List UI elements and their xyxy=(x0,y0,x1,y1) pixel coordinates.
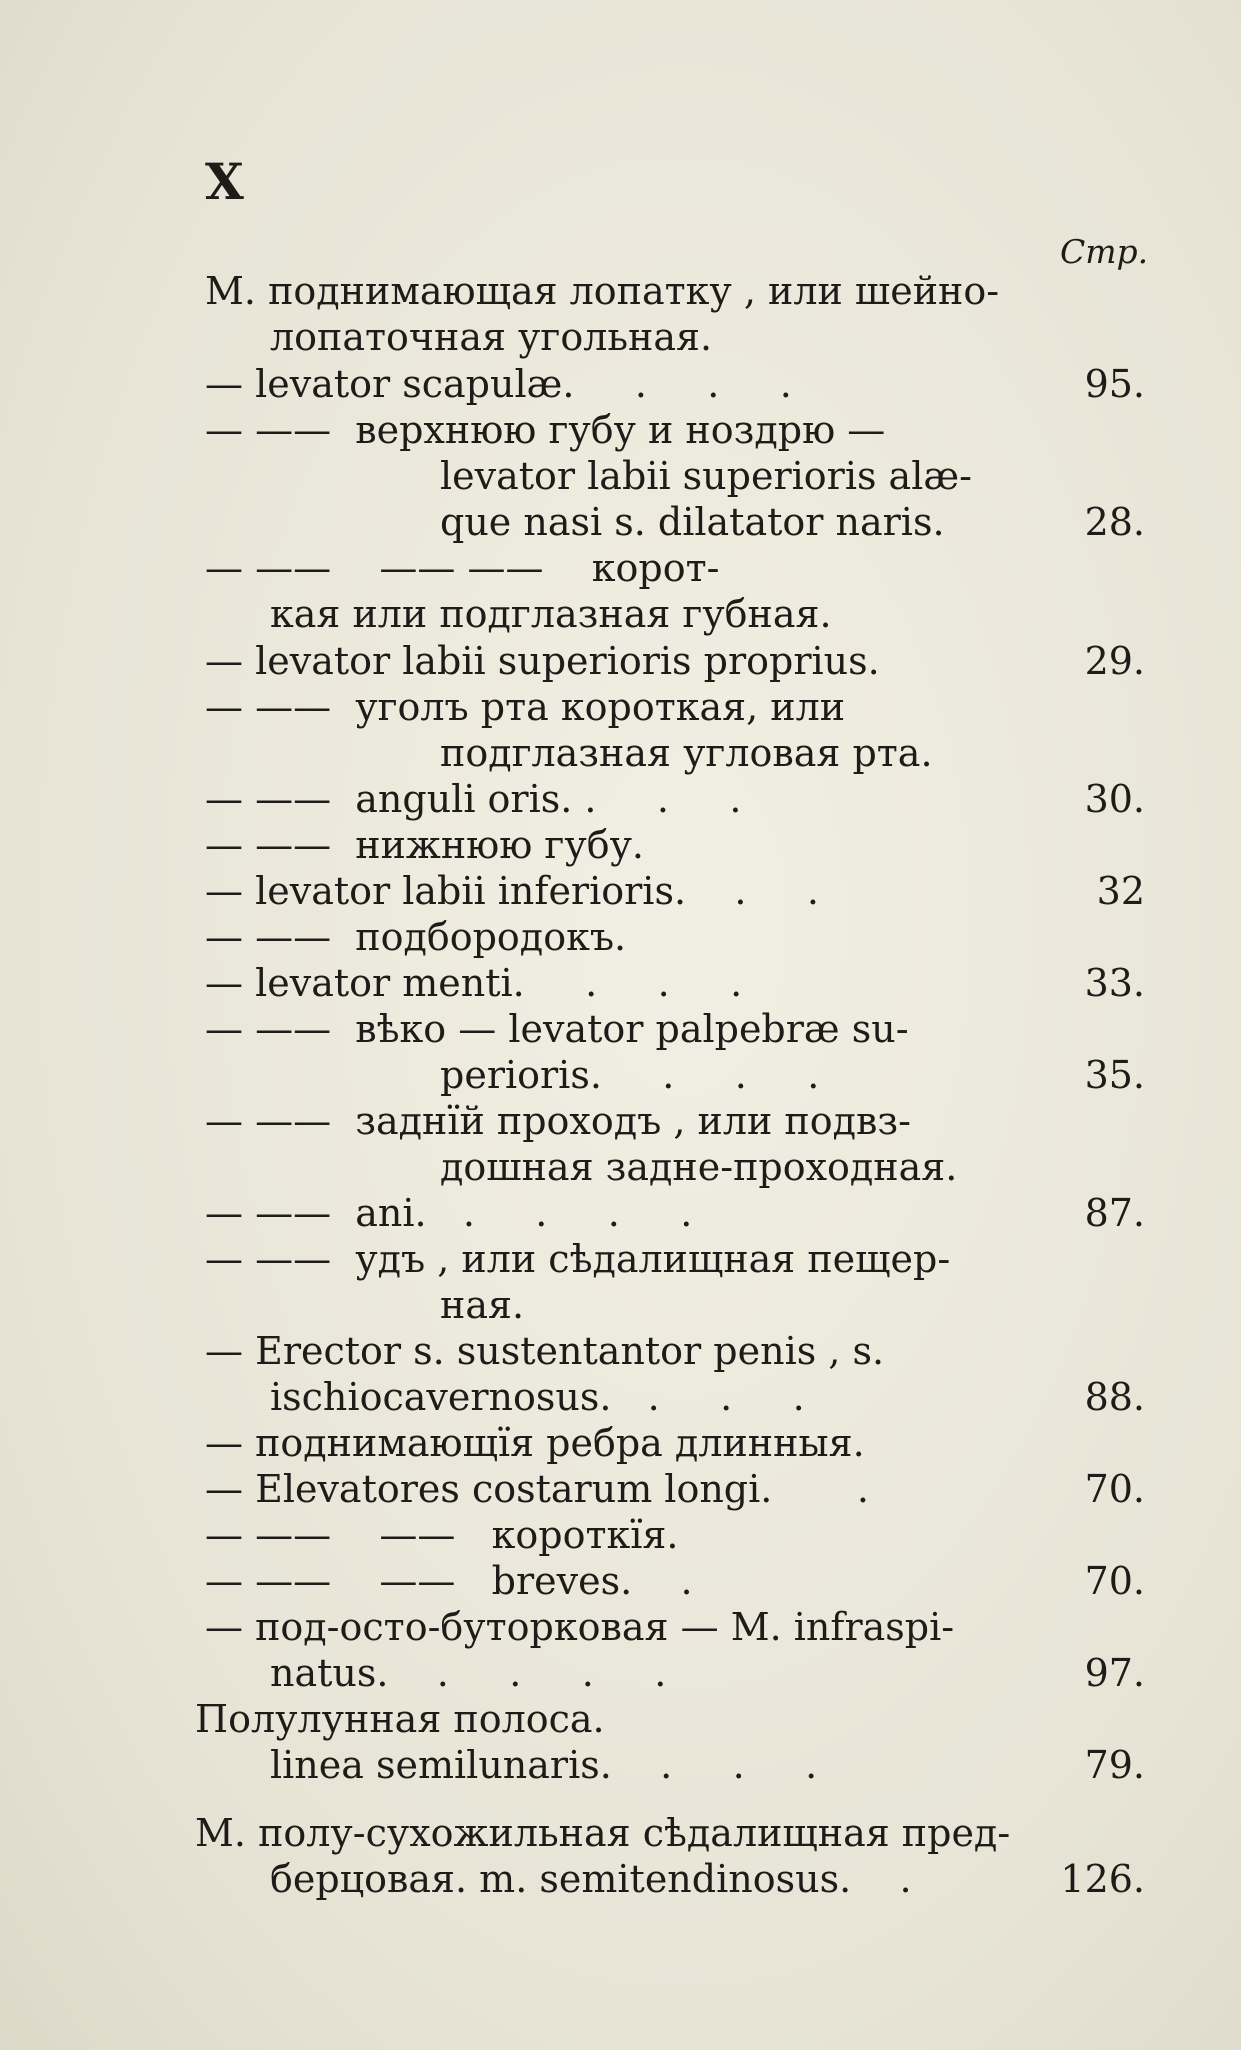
index-line: ischiocavernosus. . . . xyxy=(270,1375,805,1419)
index-line: perioris. . . . xyxy=(440,1053,820,1097)
index-line: — поднимающїя ребра длинныя. xyxy=(205,1421,865,1465)
page-reference: 126. xyxy=(1060,1857,1145,1901)
index-line: Полулунная полоса. xyxy=(195,1697,605,1741)
page-reference: 29. xyxy=(1084,639,1145,683)
page-reference: 70. xyxy=(1084,1559,1145,1603)
page-reference: 70. xyxy=(1084,1467,1145,1511)
index-line: — под-осто-буторковая — M. infraspi- xyxy=(205,1605,955,1649)
index-line: — —— ani. . . . . xyxy=(205,1191,693,1235)
index-line: — Erector s. sustentantor penis , s. xyxy=(205,1329,885,1373)
page-reference: 79. xyxy=(1084,1743,1145,1787)
index-line: natus. . . . . xyxy=(270,1651,667,1695)
index-line: ная. xyxy=(440,1283,525,1327)
index-line: M. поднимающая лопатку , или шейно- xyxy=(205,269,1000,313)
page-reference: 87. xyxy=(1084,1191,1145,1235)
index-line: que nasi s. dilatator naris. xyxy=(440,500,945,544)
page-reference: 30. xyxy=(1084,777,1145,821)
page-reference: 95. xyxy=(1084,362,1145,406)
index-line: — —— anguli oris. . . . xyxy=(205,777,742,821)
index-line: — —— уголъ рта короткая, или xyxy=(205,685,846,729)
index-line: — levator labii superioris proprius. xyxy=(205,639,880,683)
page-number: X xyxy=(205,152,244,211)
index-line: — —— верхнюю губу и ноздрю — xyxy=(205,408,886,452)
page-column-header: Стр. xyxy=(1060,232,1149,271)
index-line: — levator scapulæ. . . . xyxy=(205,362,792,406)
page-reference: 97. xyxy=(1084,1651,1145,1695)
index-line: кая или подглазная губная. xyxy=(270,592,832,636)
page-reference: 28. xyxy=(1084,500,1145,544)
index-line: — —— заднїй проходъ , или подвз- xyxy=(205,1099,911,1143)
index-line: подглазная угловая рта. xyxy=(440,731,933,775)
index-line: — levator menti. . . . xyxy=(205,961,743,1005)
index-line: — levator labii inferioris. . . xyxy=(205,869,819,913)
index-line: — Elevatores costarum longi. . xyxy=(205,1467,869,1511)
index-line: M. полу-сухожильная сѣдалищная пред- xyxy=(195,1811,1011,1855)
index-line: — —— нижнюю губу. xyxy=(205,823,645,867)
page-reference: 35. xyxy=(1084,1053,1145,1097)
index-line: — —— вѣко — levator palpebræ su- xyxy=(205,1007,909,1051)
index-line: — —— подбородокъ. xyxy=(205,915,627,959)
index-line: дошная задне-проходная. xyxy=(440,1145,958,1189)
page-reference: 88. xyxy=(1084,1375,1145,1419)
index-line: лопаточная угольная. xyxy=(270,315,713,359)
page-reference: 33. xyxy=(1084,961,1145,1005)
index-line: levator labii superioris alæ- xyxy=(440,454,972,498)
index-line: — —— удъ , или сѣдалищная пещер- xyxy=(205,1237,951,1281)
page-reference: 32 xyxy=(1096,869,1145,913)
index-line: — —— —— короткїя. xyxy=(205,1513,679,1557)
index-line: — —— —— —— корот- xyxy=(205,546,720,590)
index-line: linea semilunaris. . . . xyxy=(270,1743,818,1787)
index-line: берцовая. m. semitendinosus. . xyxy=(270,1857,912,1901)
index-line: — —— —— breves. . xyxy=(205,1559,693,1603)
